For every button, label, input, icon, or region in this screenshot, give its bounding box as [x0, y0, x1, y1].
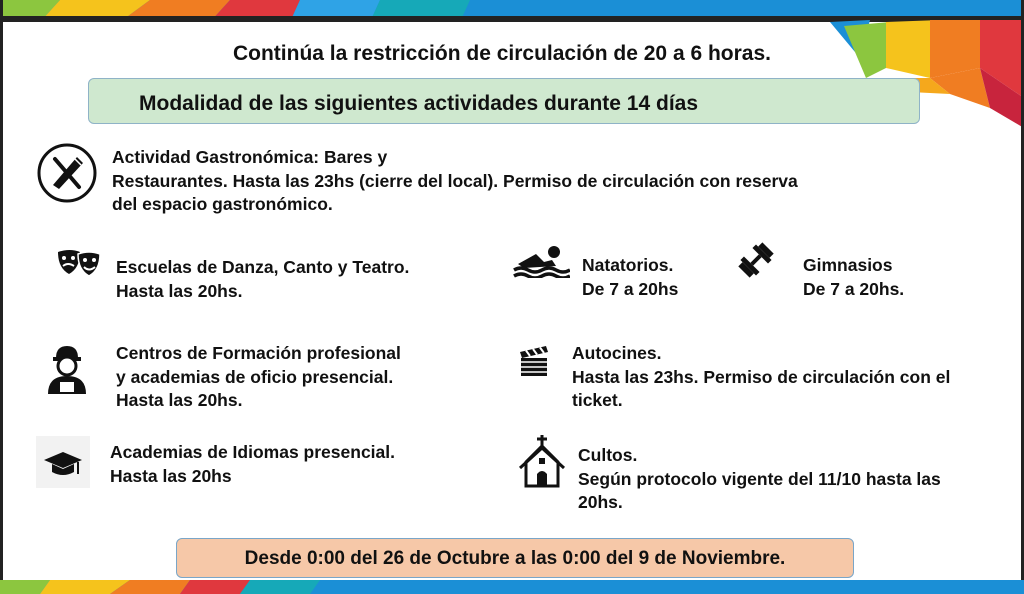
gastronomy-line-1: Actividad Gastronómica: Bares y — [112, 147, 388, 167]
drive-in-text — [572, 342, 1012, 413]
worship-line-1: Cultos. — [578, 445, 638, 465]
worker-helmet-icon — [44, 344, 90, 401]
training-line-2: y academias de oficio presencial. — [116, 366, 394, 387]
dance-line-2: Hasta las 20hs. — [116, 280, 243, 301]
training-line-1: Centros de Formación profesional — [116, 343, 401, 363]
gastronomy-line-2: Restaurantes. Hasta las 23hs (cierre del local). Permiso de circulación con reserva — [112, 170, 798, 191]
date-range-banner: Desde 0:00 del 26 de Octubre a las 0:00 del 9 de Noviembre. — [176, 538, 854, 578]
pools-text — [582, 254, 722, 301]
swimmer-icon — [512, 244, 570, 283]
gyms-line-2: De 7 a 20hs. — [803, 278, 905, 299]
worship-line-2: Según protocolo vigente del 11/10 hasta las — [578, 468, 941, 489]
training-line-3: Hasta las 20hs. — [116, 390, 243, 410]
languages-text — [110, 441, 490, 488]
subtitle-banner — [88, 78, 920, 124]
languages-line-2: Hasta las 20hs — [110, 465, 232, 486]
pools-line-2: De 7 a 20hs — [582, 278, 679, 299]
dance-text — [116, 256, 496, 303]
languages-line-1: Academias de Idiomas presencial. — [110, 442, 395, 462]
dumbbell-icon — [735, 240, 777, 285]
dance-line-1: Escuelas de Danza, Canto y Teatro. — [116, 257, 410, 277]
graduation-cap-icon — [36, 436, 90, 488]
clapperboard-icon — [518, 344, 550, 383]
church-icon — [518, 434, 566, 495]
training-text — [116, 342, 506, 413]
pools-line-1: Natatorios. — [582, 255, 674, 275]
cutlery-icon — [37, 143, 97, 208]
decorative-bottom-stripe — [0, 580, 1024, 594]
gyms-line-1: Gimnasios — [803, 255, 893, 275]
gastronomy-line-3: del espacio gastronómico. — [112, 194, 333, 214]
gyms-text — [803, 254, 953, 301]
gastronomy-text — [112, 146, 932, 217]
worship-line-3: 20hs. — [578, 492, 623, 512]
drive-in-line-1: Autocines. — [572, 343, 662, 363]
page-title: Continúa la restricción de circulación de 20 a 6 horas. — [232, 42, 771, 65]
drive-in-line-2: Hasta las 23hs. Permiso de circulación con el — [572, 366, 951, 387]
subtitle-text: Modalidad de las siguientes actividades durante 14 días — [139, 92, 699, 115]
theater-masks-icon — [56, 248, 102, 283]
worship-text — [578, 444, 1014, 515]
drive-in-line-3: ticket. — [572, 390, 623, 410]
